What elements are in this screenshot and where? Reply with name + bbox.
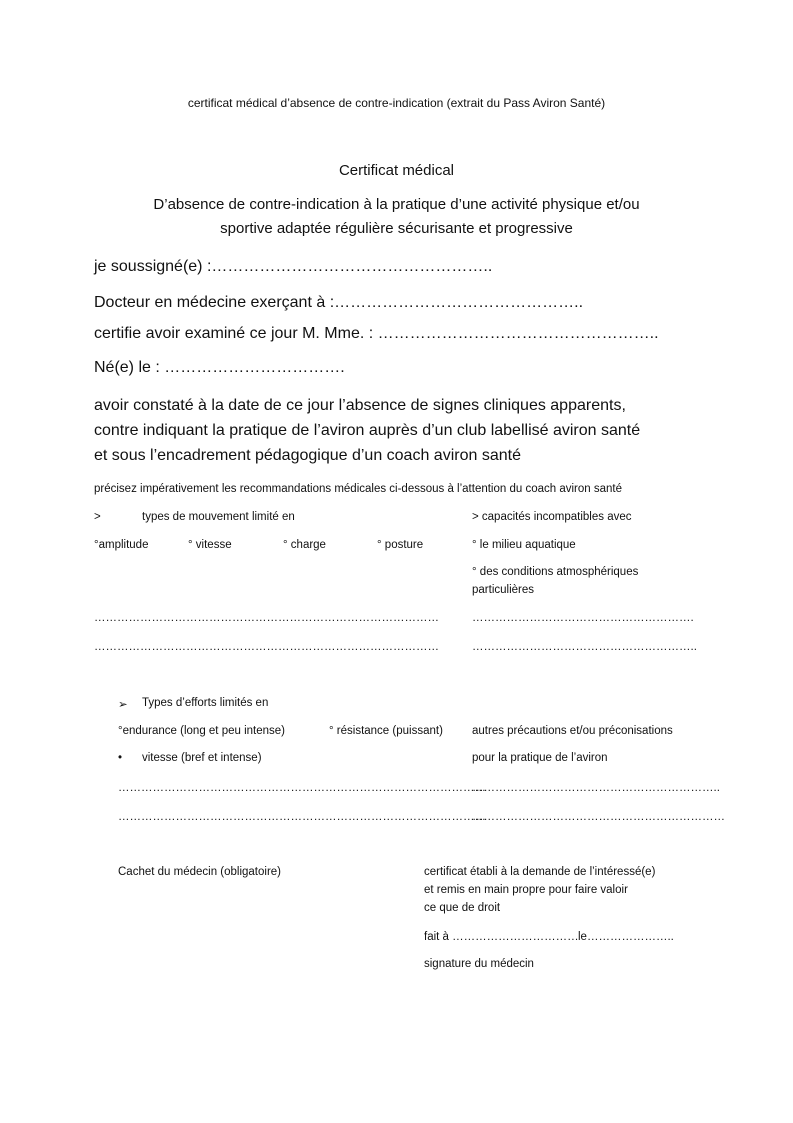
document-caption: certificat médical d’absence de contre-indication (extrait du Pass Aviron Santé) (187, 96, 606, 110)
option-posture[interactable]: ° posture (377, 539, 424, 551)
precautions-dots-line2[interactable]: ………………………………………………………… (472, 811, 725, 823)
document-subtitle-line2: sportive adaptée régulière sécurisante et progressive (220, 220, 573, 237)
statement-line3: et sous l’encadrement pédagogique d’un coach aviron santé (94, 447, 521, 464)
field-fait-a[interactable]: fait à …………………………… (424, 931, 579, 943)
document-subtitle-line1: D’absence de contre-indication à la pratique d’une activité physique et/ou (153, 196, 640, 213)
field-ne-le[interactable]: Né(e) le : ……………………………. (94, 359, 345, 376)
efforts-dots-line1[interactable]: …………………………………………………………………………………… (118, 782, 486, 794)
certificat-etabli-line3: ce que de droit (424, 902, 501, 914)
recommendations-intro: précisez impérativement les recommandations médicales ci-dessous à l’attention du coach aviron santé (94, 483, 622, 495)
precautions-line1: autres précautions et/ou préconisations (472, 725, 673, 737)
option-endurance[interactable]: °endurance (long et peu intense) (118, 725, 285, 737)
arrowhead-bullet-icon: ➢ (118, 699, 128, 711)
option-vitesse[interactable]: ° vitesse (188, 539, 232, 551)
capacites-label: > capacités incompatibles avec (472, 511, 632, 523)
option-conditions-atmospheriques-cont: particulières (472, 584, 534, 596)
cachet-medecin: Cachet du médecin (obligatoire) (118, 866, 282, 878)
certificat-etabli-line2: et remis en main propre pour faire valoir (424, 884, 628, 896)
field-docteur[interactable]: Docteur en médecine exerçant à :……………………………………….. (94, 294, 584, 311)
bullet-icon: • (118, 752, 123, 764)
capacites-dots-line1[interactable]: …………………………………………………. (472, 612, 694, 624)
mouvement-dots-line2[interactable]: ……………………………………………………………………………… (94, 641, 439, 653)
option-conditions-atmospheriques[interactable]: ° des conditions atmosphériques (472, 566, 639, 578)
option-milieu-aquatique[interactable]: ° le milieu aquatique (472, 539, 576, 551)
statement-line2: contre indiquant la pratique de l’aviron auprès d’un club labellisé aviron santé (94, 422, 641, 439)
field-date-le[interactable]: le………………….. (578, 931, 674, 943)
statement-line1: avoir constaté à la date de ce jour l’absence de signes cliniques apparents, (94, 397, 626, 414)
option-charge[interactable]: ° charge (283, 539, 326, 551)
mouvement-dots-line1[interactable]: ……………………………………………………………………………… (94, 612, 439, 624)
arrow-icon: > (94, 511, 101, 523)
mouvement-label: types de mouvement limité en (142, 511, 295, 523)
option-vitesse-effort[interactable]: vitesse (bref et intense) (142, 752, 262, 764)
option-resistance[interactable]: ° résistance (puissant) (329, 725, 443, 737)
option-amplitude[interactable]: °amplitude (94, 539, 149, 551)
capacites-dots-line2[interactable]: ………………………………………………….. (472, 641, 697, 653)
efforts-label: Types d’efforts limités en (142, 697, 269, 709)
efforts-dots-line2[interactable]: …………………………………………………………………………………… (118, 811, 486, 823)
document-title: Certificat médical (338, 162, 455, 179)
signature-medecin: signature du médecin (424, 958, 534, 970)
field-certifie[interactable]: certifie avoir examiné ce jour M. Mme. : …………………………………………….. (94, 325, 659, 342)
precautions-dots-line1[interactable]: ……………………………………………………….. (472, 782, 720, 794)
field-soussigne[interactable]: je soussigné(e) :…………………………………………….. (94, 258, 493, 275)
precautions-line2: pour la pratique de l’aviron (472, 752, 608, 764)
certificat-etabli-line1: certificat établi à la demande de l’intéressé(e) (424, 866, 656, 878)
